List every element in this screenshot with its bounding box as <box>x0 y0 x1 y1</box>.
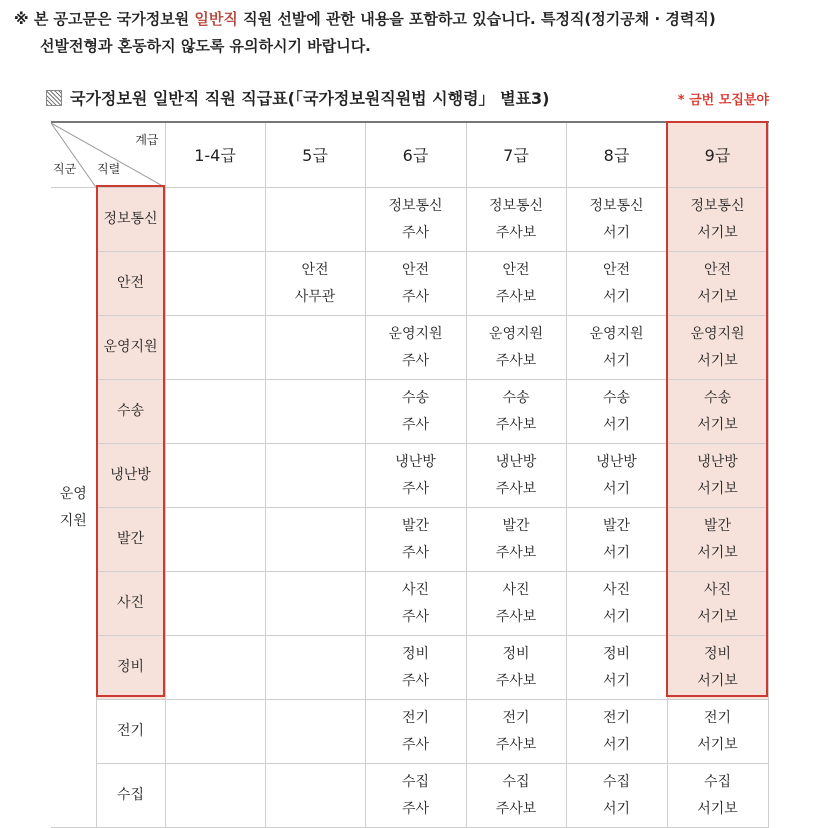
grade-cell <box>365 636 466 700</box>
grade-cell-line: 주사 <box>401 416 430 433</box>
header-kind-label: 직렬 <box>97 162 121 176</box>
grade-cell-line: 서기보 <box>697 736 738 753</box>
job-group-line: 지원 <box>59 512 87 529</box>
table-row <box>51 380 768 444</box>
grade-cell-line: 서기 <box>602 288 631 305</box>
grade-cell-line: 사진 <box>703 581 732 598</box>
grade-cell-line: 발간 <box>703 517 732 534</box>
grade-cell <box>667 700 768 764</box>
grade-cell-line: 수송 <box>401 389 430 406</box>
grade-cell <box>265 252 365 316</box>
grade-cell <box>265 508 365 572</box>
grade-cell-line: 운영지원 <box>589 325 644 342</box>
grade-cell-line: 서기 <box>602 416 631 433</box>
grade-cell-line: 주사 <box>401 480 430 497</box>
grade-cell <box>165 444 265 508</box>
table-row <box>51 764 768 828</box>
grade-cell-line: 정보통신 <box>388 197 443 214</box>
grade-cell-line: 서기 <box>602 480 631 497</box>
grade-cell-line: 운영지원 <box>690 325 745 342</box>
notice-text-a: 본 공고문은 국가정보원 <box>33 10 195 28</box>
grade-cell-line: 서기보 <box>697 800 738 817</box>
grade-header: 8급 <box>566 122 667 188</box>
grade-cell <box>365 700 466 764</box>
grade-cell-line: 주사보 <box>495 800 537 817</box>
grade-cell <box>466 636 566 700</box>
notice <box>14 6 809 60</box>
grade-cell <box>566 380 667 444</box>
grade-cell <box>566 316 667 380</box>
grade-cell-line: 운영지원 <box>388 325 443 342</box>
grade-cell <box>466 764 566 828</box>
grade-cell <box>667 380 768 444</box>
grade-cell-line: 주사보 <box>495 736 537 753</box>
grade-cell <box>566 444 667 508</box>
grade-cell-line: 주사 <box>401 288 430 305</box>
grade-cell-line: 서기 <box>602 672 631 689</box>
grade-cell-line: 전기 <box>502 709 530 726</box>
grade-header: 9급 <box>667 122 768 188</box>
job-series-cell: 수송 <box>96 380 165 444</box>
grade-cell <box>165 508 265 572</box>
grade-cell-line: 서기보 <box>697 352 738 369</box>
grade-cell <box>165 188 265 252</box>
grade-cell-line: 사진 <box>502 581 530 598</box>
grade-cell-line: 주사보 <box>495 288 537 305</box>
grade-cell <box>566 764 667 828</box>
notice-highlight: 일반직 <box>194 10 238 28</box>
grade-cell-line: 서기 <box>602 224 631 241</box>
grade-cell <box>365 316 466 380</box>
grade-cell-line: 안전 <box>301 261 329 278</box>
grade-cell-line: 주사 <box>401 800 430 817</box>
grade-cell-line: 서기 <box>602 544 631 561</box>
grade-cell-line: 정보통신 <box>589 197 644 214</box>
grade-cell-line: 정보통신 <box>488 197 544 214</box>
grade-cell-line: 사진 <box>602 581 631 598</box>
grade-cell <box>165 764 265 828</box>
grade-cell-line: 주사보 <box>495 352 537 369</box>
grade-cell-line: 주사 <box>401 608 430 625</box>
grade-cell-line: 서기보 <box>697 416 738 433</box>
grade-cell <box>566 252 667 316</box>
grade-cell-line: 안전 <box>502 261 530 278</box>
grade-cell-line: 정비 <box>502 645 530 662</box>
grade-cell-line: 주사보 <box>495 544 537 561</box>
grade-cell-line: 안전 <box>703 261 732 278</box>
grade-cell-line: 서기 <box>602 608 631 625</box>
table-row <box>51 188 768 252</box>
job-series-cell: 운영지원 <box>96 316 165 380</box>
notice-line-1 <box>14 6 809 33</box>
grade-cell-line: 사진 <box>401 581 430 598</box>
grade-cell-line: 운영지원 <box>488 325 544 342</box>
grade-cell <box>566 572 667 636</box>
grade-cell <box>466 316 566 380</box>
grade-cell <box>365 508 466 572</box>
grade-cell-line: 주사 <box>401 352 430 369</box>
job-group-cell <box>51 188 96 828</box>
grade-header: 7급 <box>466 122 566 188</box>
grade-cell <box>566 508 667 572</box>
grade-cell-line: 발간 <box>401 517 430 534</box>
grade-cell-line: 서기보 <box>697 608 738 625</box>
grade-cell <box>667 188 768 252</box>
grade-cell <box>466 700 566 764</box>
grade-header: 6급 <box>365 122 466 188</box>
grade-cell <box>667 636 768 700</box>
grade-cell-line: 수집 <box>703 773 732 790</box>
table-row <box>51 572 768 636</box>
grade-cell-line: 수송 <box>602 389 631 406</box>
grade-cell <box>165 316 265 380</box>
grade-cell-line: 전기 <box>703 709 732 726</box>
grade-cell-line: 주사보 <box>495 480 537 497</box>
grade-cell <box>165 636 265 700</box>
table-row <box>51 700 768 764</box>
grade-cell <box>667 444 768 508</box>
grade-cell <box>365 188 466 252</box>
grade-cell <box>265 380 365 444</box>
job-series-cell: 발간 <box>96 508 165 572</box>
grade-header: 5급 <box>265 122 365 188</box>
grade-cell <box>165 572 265 636</box>
grade-cell <box>365 380 466 444</box>
grade-cell <box>265 444 365 508</box>
grade-cell-line: 안전 <box>401 261 430 278</box>
grade-cell <box>466 252 566 316</box>
grade-cell-line: 주사 <box>401 544 430 561</box>
grade-cell-line: 수집 <box>602 773 631 790</box>
table-row <box>51 636 768 700</box>
notice-text-b: 직원 선발에 관한 내용을 포함하고 있습니다. 특정직(정기공채 · 경력직) <box>237 10 716 28</box>
grade-cell <box>265 572 365 636</box>
grade-cell-line: 주사 <box>401 224 430 241</box>
grade-cell-line: 수집 <box>401 773 430 790</box>
grade-cell-line: 안전 <box>602 261 631 278</box>
grade-cell-line: 정비 <box>703 645 732 662</box>
grade-cell-line: 서기보 <box>697 288 738 305</box>
grade-cell <box>566 636 667 700</box>
grade-cell-line: 정비 <box>401 645 430 662</box>
grade-table <box>51 121 769 828</box>
grade-cell <box>667 508 768 572</box>
grade-cell-line: 전기 <box>401 709 430 726</box>
grade-cell <box>265 188 365 252</box>
header-grade-label: 계급 <box>135 133 159 147</box>
grade-cell-line: 냉난방 <box>596 453 637 470</box>
grade-cell <box>667 764 768 828</box>
grade-cell <box>265 316 365 380</box>
job-series-cell: 전기 <box>96 700 165 764</box>
grade-cell-line: 주사보 <box>495 416 537 433</box>
table-row <box>51 508 768 572</box>
grade-cell <box>667 252 768 316</box>
notice-mark: ※ <box>14 10 29 28</box>
header-corner <box>51 122 165 188</box>
job-series-cell: 안전 <box>96 252 165 316</box>
grade-cell-line: 서기보 <box>697 672 738 689</box>
grade-cell <box>165 700 265 764</box>
grade-cell-line: 서기 <box>602 800 631 817</box>
grade-cell <box>667 572 768 636</box>
grade-cell-line: 서기 <box>602 736 631 753</box>
recruit-note: * 금번 모집분야 <box>677 93 769 108</box>
grade-cell-line: 전기 <box>602 709 631 726</box>
grade-cell-line: 주사 <box>401 672 430 689</box>
grade-cell-line: 주사 <box>401 736 430 753</box>
grade-cell <box>265 636 365 700</box>
notice-line-2: 선발전형과 혼동하지 않도록 유의하시기 바랍니다. <box>40 37 371 55</box>
grade-cell-line: 정비 <box>602 645 631 662</box>
grade-cell <box>466 380 566 444</box>
grade-cell-line: 수송 <box>703 389 732 406</box>
grade-cell-line: 주사보 <box>495 224 537 241</box>
grade-cell-line: 냉난방 <box>395 453 436 470</box>
grade-cell-line: 서기보 <box>697 480 738 497</box>
grade-cell <box>265 764 365 828</box>
grade-cell <box>365 252 466 316</box>
hatch-square-icon <box>46 90 62 106</box>
grade-cell <box>466 508 566 572</box>
grade-cell <box>566 700 667 764</box>
grade-cell <box>667 316 768 380</box>
job-series-cell: 냉난방 <box>96 444 165 508</box>
grade-cell-line: 서기보 <box>697 224 738 241</box>
grade-cell <box>265 700 365 764</box>
header-class-label: 직군 <box>53 162 77 176</box>
grade-header: 1-4급 <box>165 122 265 188</box>
section-title-text: 국가정보원 일반직 직원 직급표(「국가정보원직원법 시행령」 별표3) <box>70 89 550 108</box>
grade-cell <box>466 444 566 508</box>
job-series-cell: 수집 <box>96 764 165 828</box>
grade-cell <box>566 188 667 252</box>
grade-cell <box>165 380 265 444</box>
grade-cell-line: 주사보 <box>495 608 537 625</box>
job-group-line: 운영 <box>59 485 87 502</box>
grade-cell <box>165 252 265 316</box>
grade-cell <box>466 188 566 252</box>
grade-cell-line: 정보통신 <box>690 197 745 214</box>
grade-cell-line: 주사보 <box>495 672 537 689</box>
table-row <box>51 444 768 508</box>
grade-cell-line: 사무관 <box>294 288 336 305</box>
grade-cell-line: 냉난방 <box>495 453 537 470</box>
grade-cell-line: 서기보 <box>697 544 738 561</box>
grade-cell-line: 냉난방 <box>697 453 738 470</box>
job-series-cell: 정비 <box>96 636 165 700</box>
grade-cell-line: 수송 <box>502 389 530 406</box>
grade-cell-line: 발간 <box>602 517 631 534</box>
section-title <box>46 86 549 109</box>
job-series-cell: 사진 <box>96 572 165 636</box>
grade-cell <box>365 572 466 636</box>
grade-cell <box>365 444 466 508</box>
table-row <box>51 316 768 380</box>
grade-cell <box>365 764 466 828</box>
grade-cell-line: 발간 <box>502 517 530 534</box>
grade-cell-line: 서기 <box>602 352 631 369</box>
grade-cell <box>466 572 566 636</box>
job-series-cell: 정보통신 <box>96 188 165 252</box>
grade-cell-line: 수집 <box>502 773 530 790</box>
table-row <box>51 252 768 316</box>
